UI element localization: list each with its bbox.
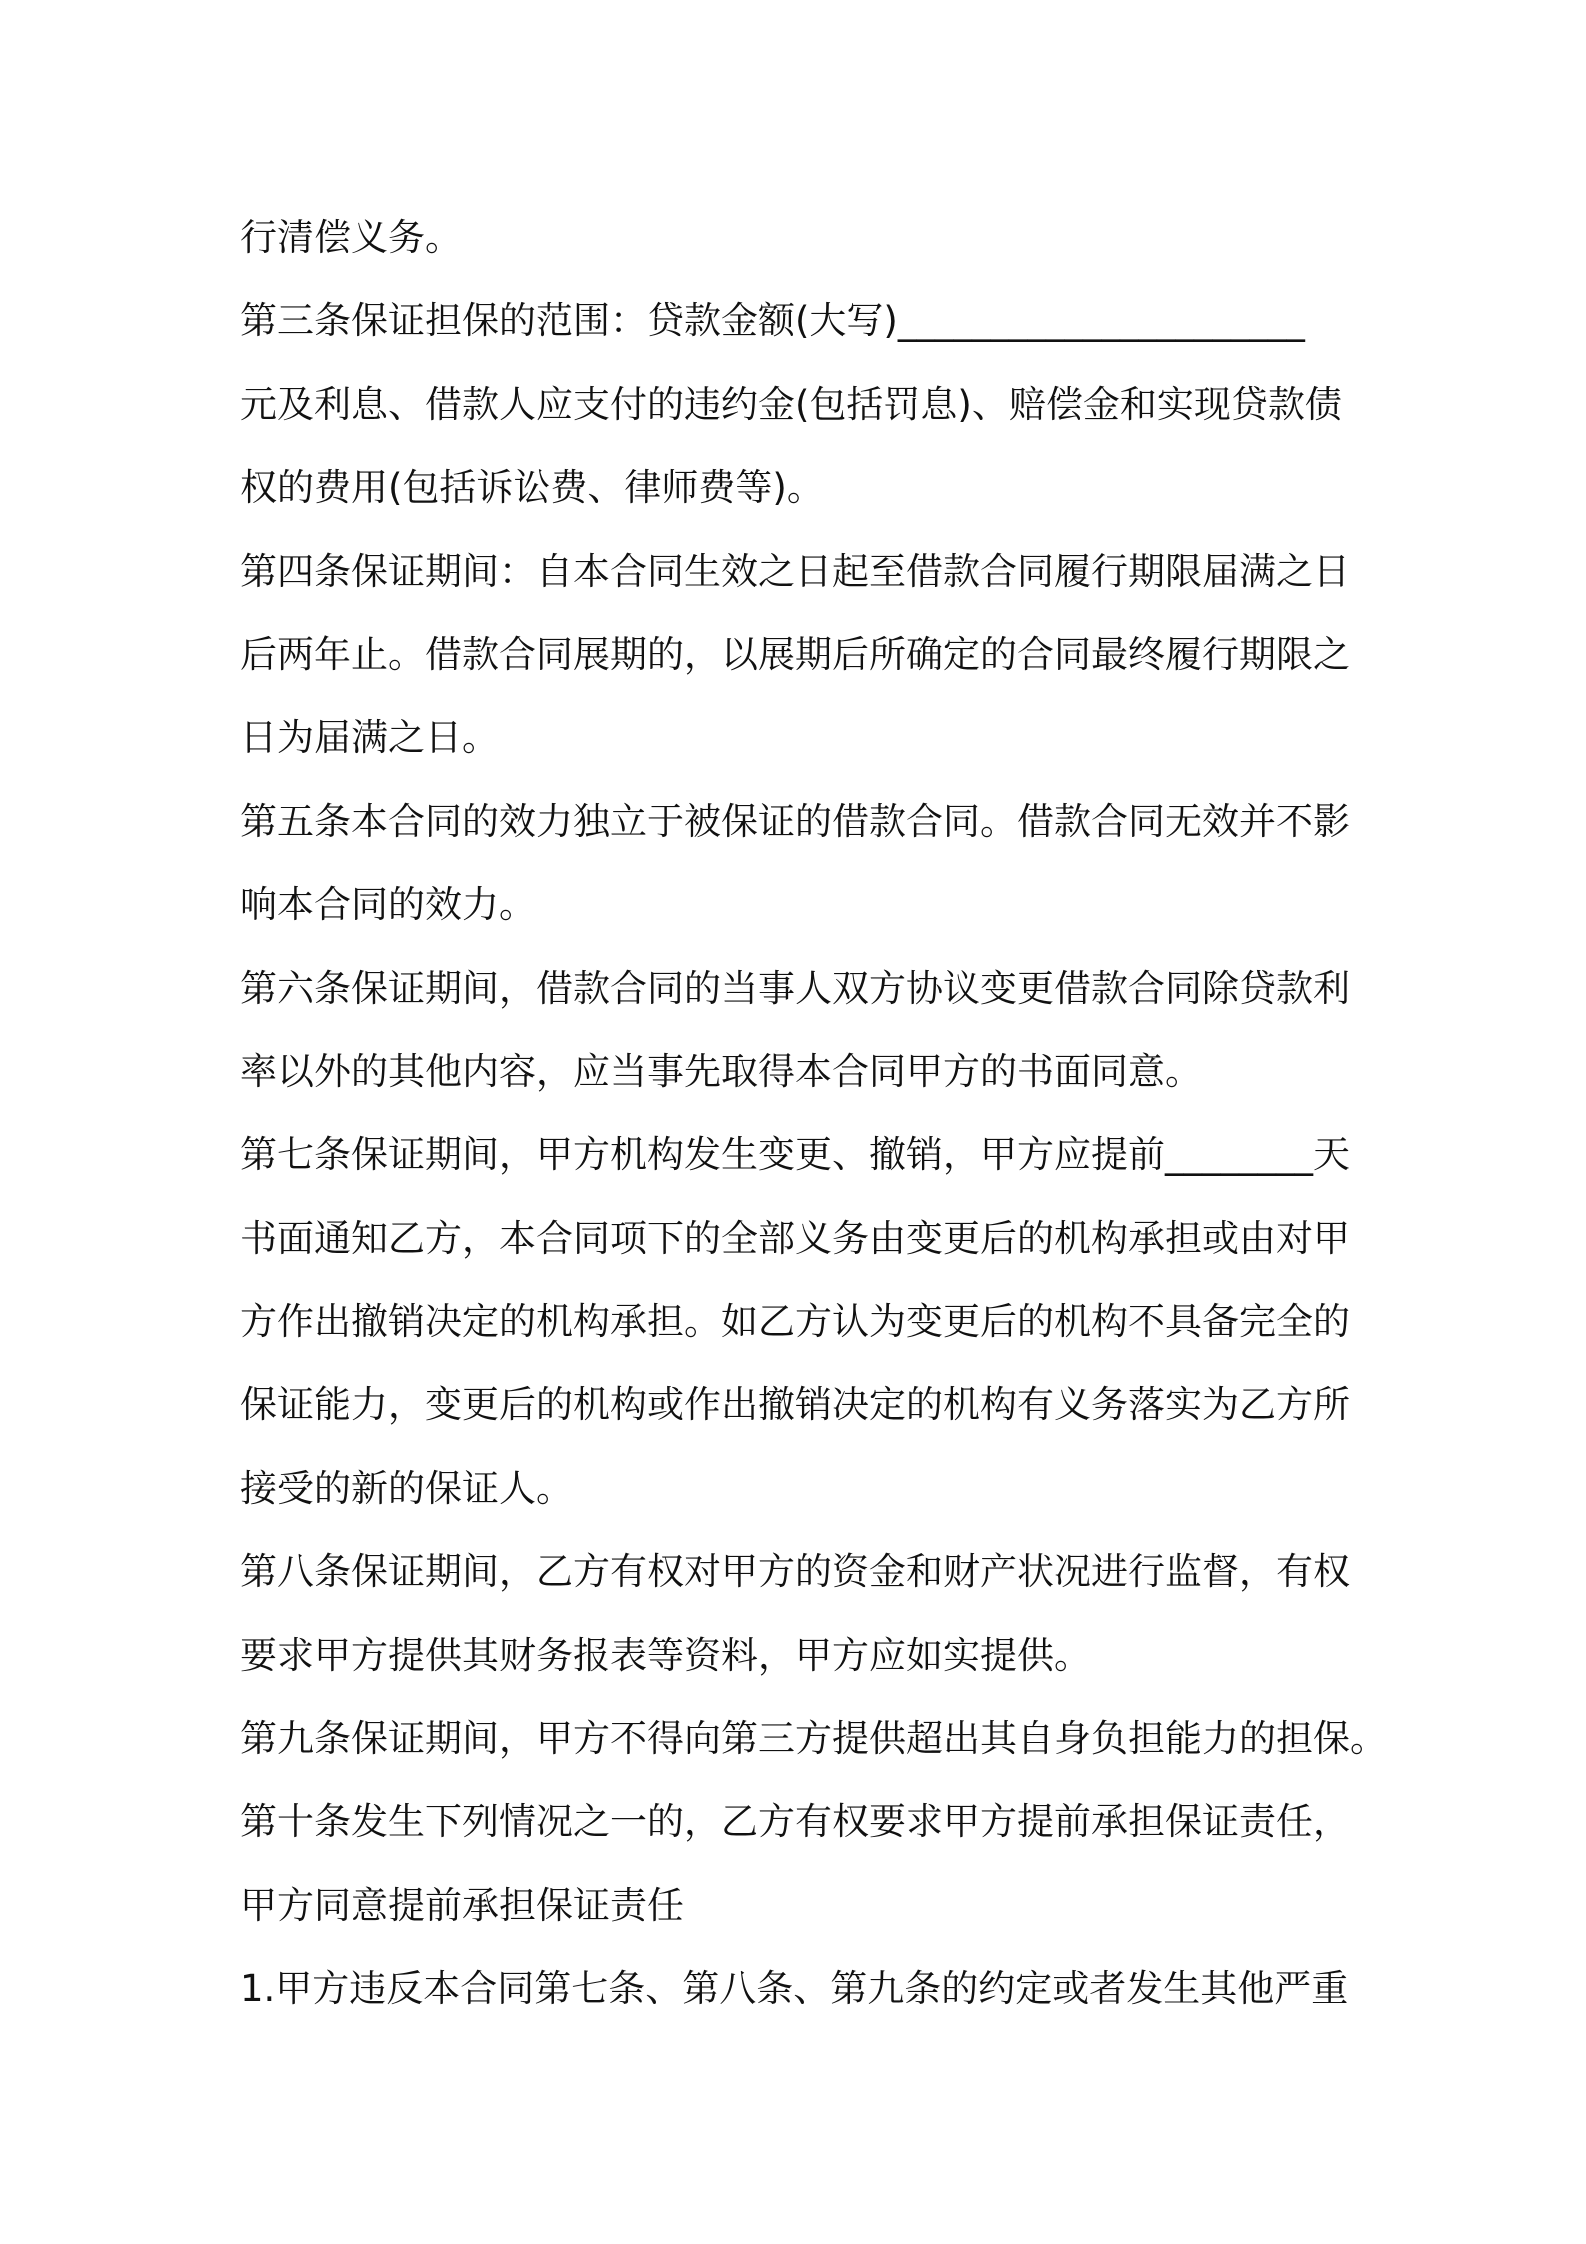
text-line: 第五条本合同的效力独立于被保证的借款合同。借款合同无效并不影 [240,799,1350,843]
text-line: 第九条保证期间，甲方不得向第三方提供超出其自身负担能力的担保。 [240,1717,1387,1761]
text-line: 第十条发生下列情况之一的，乙方有权要求甲方提前承担保证责任， [240,1800,1350,1844]
text-line: 甲方同意提前承担保证责任 [240,1883,684,1927]
text-line: 保证能力，变更后的机构或作出撤销决定的机构有义务落实为乙方所 [240,1383,1350,1427]
contract-text [240,196,1390,2031]
text-line: 后两年止。借款合同展期的，以展期后所确定的合同最终履行期限之 [240,632,1350,676]
text-line: 元及利息、借款人应支付的违约金(包括罚息)、赔偿金和实现贷款债 [240,382,1342,426]
text-line: 1.甲方违反本合同第七条、第八条、第九条的约定或者发生其他严重 [240,1967,1349,2011]
text-line: 第三条保证担保的范围：贷款金额(大写)______________________ [240,299,1305,343]
text-line: 要求甲方提供其财务报表等资料，甲方应如实提供。 [240,1633,1091,1677]
text-line: 第八条保证期间，乙方有权对甲方的资金和财产状况进行监督，有权 [240,1550,1350,1594]
text-line: 书面通知乙方，本合同项下的全部义务由变更后的机构承担或由对甲 [240,1216,1350,1260]
text-line: 第七条保证期间，甲方机构发生变更、撤销，甲方应提前________天 [240,1133,1350,1177]
text-line: 方作出撤销决定的机构承担。如乙方认为变更后的机构不具备完全的 [240,1300,1350,1344]
text-line: 接受的新的保证人。 [240,1466,573,1510]
text-line: 第四条保证期间：自本合同生效之日起至借款合同履行期限届满之日 [240,549,1350,593]
text-line: 行清偿义务。 [240,216,462,259]
text-line: 第六条保证期间，借款合同的当事人双方协议变更借款合同除贷款利 [240,966,1350,1010]
text-line: 权的费用(包括诉讼费、律师费等)。 [240,466,824,510]
text-line: 日为届满之日。 [240,716,499,760]
text-line: 率以外的其他内容，应当事先取得本合同甲方的书面同意。 [240,1049,1202,1093]
text-line: 响本合同的效力。 [240,883,536,927]
